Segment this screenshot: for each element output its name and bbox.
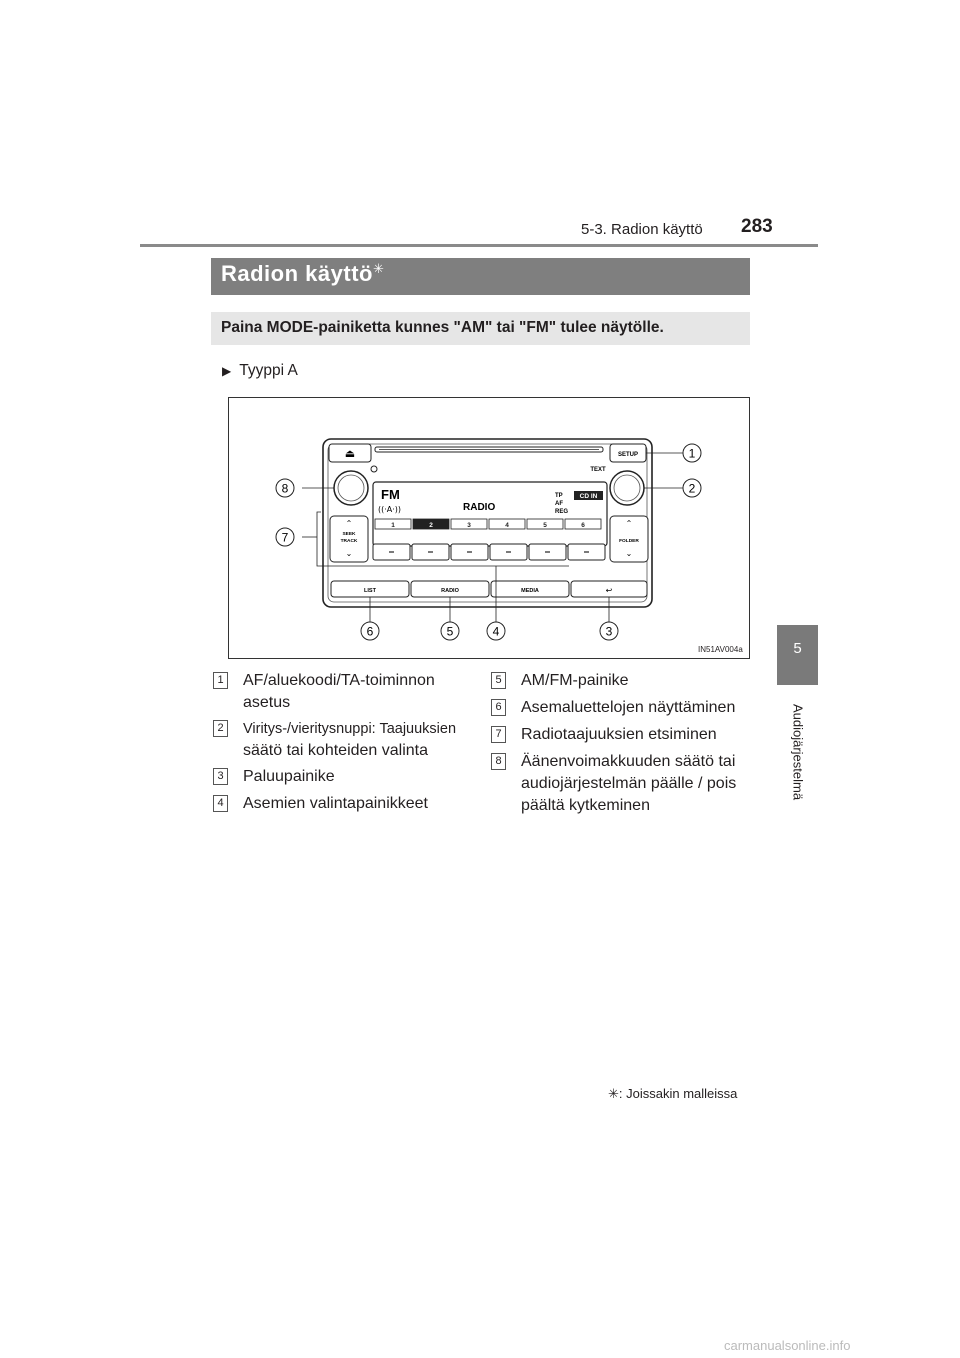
band-text: FM <box>381 487 400 502</box>
legend-text-2 <box>243 718 456 762</box>
legend-line: asetus <box>243 694 291 711</box>
callout-3: 3 <box>605 624 613 639</box>
chevron-down-icon: ⌄ <box>345 549 353 558</box>
callout-6: 6 <box>366 624 374 639</box>
folder-label: FOLDER <box>619 539 639 544</box>
legend-number-1: 1 <box>213 672 228 689</box>
legend-number-3: 3 <box>213 768 228 785</box>
legend-text-3 <box>243 766 335 788</box>
legend-number-4: 4 <box>213 795 228 812</box>
legend-item-1 <box>213 670 483 714</box>
legend-item-6 <box>491 697 753 719</box>
instruction-text: Paina MODE-painiketta kunnes "AM" tai "FM" tulee näytölle. <box>221 319 664 336</box>
legend-item-3 <box>213 766 483 788</box>
chevron-up-icon: ⌃ <box>625 519 633 528</box>
legend-line: AF/aluekoodi/TA-toiminnon <box>243 672 435 689</box>
section-title: 5-3. Radion käyttö <box>581 221 703 238</box>
legend-line: Radiotaajuuksien etsiminen <box>521 726 717 743</box>
media-label: MEDIA <box>521 588 539 594</box>
eject-icon: ⏏ <box>344 447 356 460</box>
legend-text-6 <box>521 697 735 719</box>
callout-8: 8 <box>281 481 289 496</box>
footnote <box>608 1086 737 1102</box>
footnote-text: : Joissakin malleissa <box>618 1086 738 1101</box>
tune-scroll-knob[interactable] <box>610 471 644 505</box>
display-mode-text: RADIO <box>463 502 496 513</box>
header-divider <box>140 244 818 247</box>
reg-indicator: REG <box>555 509 569 515</box>
legend-text-8 <box>521 751 736 817</box>
chevron-down-icon: ⌄ <box>625 549 633 558</box>
footnote-marker: ✳ <box>608 1086 619 1101</box>
legend-number-7: 7 <box>491 726 506 743</box>
legend-line: Asemien valintapainikkeet <box>243 795 428 812</box>
af-indicator: AF <box>555 501 563 507</box>
preset-number-2: 2 <box>429 522 433 529</box>
radio-unit-illustration <box>229 398 749 658</box>
preset-number-4: 4 <box>505 522 509 529</box>
callout-4: 4 <box>492 624 500 639</box>
legend-text-1 <box>243 670 435 714</box>
tp-indicator: TP <box>555 493 563 499</box>
legend-line: säätö tai kohteiden valinta <box>243 742 429 759</box>
radio-label: RADIO <box>441 588 459 594</box>
legend-line: päältä kytkeminen <box>521 797 650 814</box>
type-label <box>222 362 298 380</box>
legend-line: Asemaluettelojen näyttäminen <box>521 699 736 716</box>
preset-number-5: 5 <box>543 522 547 529</box>
preset-number-3: 3 <box>467 522 471 529</box>
track-label: TRACK <box>340 539 358 544</box>
radio-figure <box>228 397 750 659</box>
chapter-label: Audiojärjestelmä <box>790 703 805 801</box>
list-label: LIST <box>364 588 376 594</box>
chevron-up-icon: ⌃ <box>345 519 353 528</box>
cd-in-text: CD IN <box>579 493 598 500</box>
preset-number-6: 6 <box>581 522 585 529</box>
legend-line: audiojärjestelmän päälle / pois <box>521 775 737 792</box>
instruction-box <box>211 312 750 345</box>
callout-1: 1 <box>688 446 696 461</box>
callout-5: 5 <box>446 624 454 639</box>
legend-line: Paluupainike <box>243 768 335 785</box>
chapter-tab: 5 <box>777 625 818 685</box>
callout-2: 2 <box>688 481 696 496</box>
figure-id: IN51AV004a <box>698 645 743 654</box>
back-arrow-icon: ↩ <box>605 586 613 595</box>
legend-number-5: 5 <box>491 672 506 689</box>
legend-number-8: 8 <box>491 753 506 770</box>
legend-line: Äänenvoimakkuuden säätö tai <box>521 753 736 770</box>
legend-item-8 <box>491 751 753 817</box>
legend-line: Viritys-/vieritysnuppi: Taajuuksien <box>243 721 457 737</box>
legend-item-4 <box>213 793 483 815</box>
chapter-label-container <box>777 688 818 816</box>
signal-icon: ((·A·)) <box>378 505 402 514</box>
page-number: 283 <box>741 216 773 237</box>
legend-text-5 <box>521 670 629 692</box>
volume-knob[interactable] <box>334 471 368 505</box>
title-bar <box>211 258 750 295</box>
legend-line: AM/FM-painike <box>521 672 629 689</box>
preset-number-1: 1 <box>391 522 395 529</box>
text-button-label: TEXT <box>590 467 606 473</box>
legend-text-4 <box>243 793 428 815</box>
legend-item-2 <box>213 718 483 762</box>
setup-label: SETUP <box>617 452 639 458</box>
legend-number-2: 2 <box>213 720 228 737</box>
page-heading-text: Radion käyttö <box>221 261 373 286</box>
callout-7: 7 <box>281 530 289 545</box>
legend-text-7 <box>521 724 717 746</box>
triangle-bullet-icon: ▶ <box>222 364 232 378</box>
legend-item-5 <box>491 670 753 692</box>
asterisk-marker: ✳ <box>372 261 385 276</box>
page-heading <box>221 261 384 287</box>
legend-item-7 <box>491 724 753 746</box>
display-panel <box>373 482 607 546</box>
legend-number-6: 6 <box>491 699 506 716</box>
seek-label: SEEK <box>342 532 356 537</box>
type-label-text: Tyyppi A <box>239 362 298 379</box>
watermark: carmanualsonline.info <box>724 1338 851 1353</box>
